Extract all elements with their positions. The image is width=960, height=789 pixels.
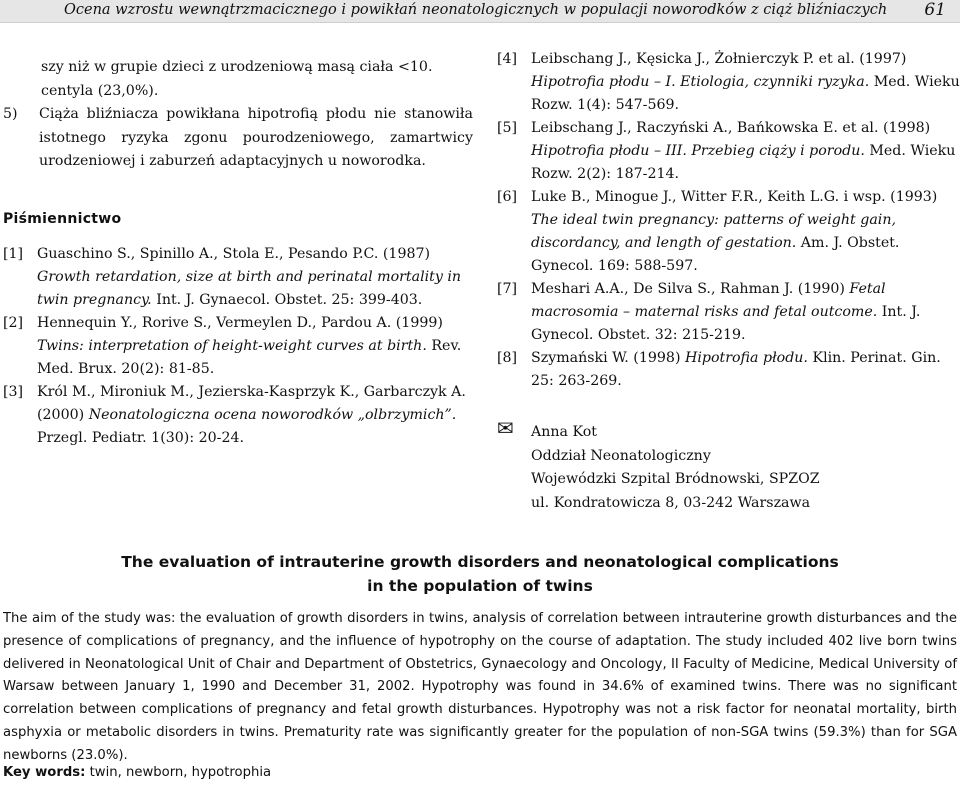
conclusion-item-5 bbox=[3, 103, 473, 174]
contact-hospital: Wojewódzki Szpital Bródnowski, SPZOZ bbox=[531, 471, 820, 487]
contact-unit: Oddział Neonatologiczny bbox=[531, 447, 711, 464]
running-header bbox=[0, 0, 960, 23]
reference-authors: Meshari A.A., De Silva S., Rahman J. (1990) bbox=[531, 281, 845, 297]
envelope-icon: ✉ bbox=[497, 416, 514, 440]
reference-text bbox=[531, 347, 960, 393]
left-column bbox=[3, 56, 473, 450]
reference-text bbox=[531, 48, 960, 117]
reference-number: [6] bbox=[497, 189, 518, 205]
reference-title: Twins: interpretation of height-weight curves at birth. bbox=[37, 338, 427, 354]
reference-authors: Hennequin Y., Rorive S., Vermeylen D., Pardou A. (1999) bbox=[37, 315, 443, 331]
bibliography-heading: Piśmiennictwo bbox=[3, 210, 122, 227]
reference-text bbox=[531, 278, 960, 347]
reference-text bbox=[531, 117, 960, 186]
running-title: Ocena wzrostu wewnątrzmacicznego i powikłań neonatologicznych w populacji noworodków z ciąż bliźniaczych bbox=[64, 2, 888, 18]
page-number: 61 bbox=[924, 0, 946, 20]
correspondence-block bbox=[497, 416, 960, 515]
reference-source: Int. J. Gynecol. Obstet. 32: 215-219. bbox=[531, 304, 921, 343]
reference-title: Neonatologiczna ocena noworodków „olbrzymich”. bbox=[88, 407, 457, 423]
english-title-line-1: The evaluation of intrauterine growth disorders and neonatological complications bbox=[121, 553, 839, 571]
reference-title: Hipotrofia płodu. bbox=[685, 350, 808, 366]
conclusion-number: 5) bbox=[3, 106, 18, 122]
contact-address: ul. Kondratowicza 8, 03-242 Warszawa bbox=[531, 494, 811, 511]
reference-item bbox=[497, 48, 960, 117]
reference-list-left bbox=[3, 243, 473, 450]
keywords bbox=[3, 765, 271, 780]
reference-number: [5] bbox=[497, 120, 518, 136]
reference-item bbox=[497, 278, 960, 347]
contact-name: Anna Kot bbox=[531, 424, 597, 440]
reference-number: [7] bbox=[497, 281, 518, 297]
reference-authors: Leibschang J., Raczyński A., Bańkowska E. et al. (1998) bbox=[531, 120, 931, 136]
reference-title: Hipotrofia płodu – I. Etiologia, czynniki ryzyka. bbox=[531, 74, 870, 90]
reference-list-right bbox=[497, 48, 960, 393]
reference-authors: Szymański W. (1998) bbox=[531, 350, 681, 366]
reference-source: Am. J. Obstet. Gynecol. 169: 588-597. bbox=[531, 235, 900, 274]
english-title-line-2: in the population of twins bbox=[367, 577, 593, 595]
reference-number: [8] bbox=[497, 350, 518, 366]
reference-source: Rev. Med. Brux. 20(2): 81-85. bbox=[37, 338, 462, 377]
reference-source: Med. Wieku Rozw. 1(4): 547-569. bbox=[531, 74, 960, 113]
keywords-label: Key words: bbox=[3, 765, 86, 780]
reference-number: [1] bbox=[3, 246, 24, 262]
continuation-line-1: szy niż w grupie dzieci z urodzeniową masą ciała <10. bbox=[41, 59, 433, 75]
reference-text bbox=[531, 186, 960, 278]
reference-title: Growth retardation, size at birth and perinatal mortality in twin pregnancy. bbox=[37, 269, 462, 308]
continuation-line-2: centyla (23,0%). bbox=[41, 82, 159, 99]
reference-item bbox=[3, 381, 473, 450]
reference-item bbox=[497, 347, 960, 393]
reference-source: Przegl. Pediatr. 1(30): 20-24. bbox=[37, 430, 245, 446]
reference-title: The ideal twin pregnancy: patterns of weight gain, discordancy, and length of gestation. bbox=[531, 212, 896, 251]
keywords-text: twin, newborn, hypotrophia bbox=[89, 765, 272, 780]
reference-item bbox=[3, 312, 473, 381]
reference-title: Hipotrofia płodu – III. Przebieg ciąży i porodu. bbox=[531, 143, 865, 159]
right-column bbox=[497, 48, 960, 515]
reference-number: [4] bbox=[497, 51, 518, 67]
reference-source: Med. Wieku Rozw. 2(2): 187-214. bbox=[531, 143, 956, 182]
reference-authors: Leibschang J., Kęsicka J., Żołnierczyk P. et al. (1997) bbox=[531, 51, 907, 67]
reference-number: [3] bbox=[3, 384, 24, 400]
reference-text bbox=[37, 312, 473, 381]
reference-authors: Król M., Mironiuk M., Jezierska-Kasprzyk K., Garbarczyk A. (2000) bbox=[37, 384, 466, 423]
reference-item bbox=[3, 243, 473, 312]
conclusion-text: Ciąża bliźniacza powikłana hipotrofią płodu nie stanowiła istotnego ryzyka zgonu pourodzeniowego, zamartwicy urodzeniowej i zaburzeń adaptacyjnych u noworodka. bbox=[39, 106, 473, 169]
reference-source: Klin. Perinat. Gin. 25: 263-269. bbox=[531, 350, 941, 389]
reference-title: Fetal macrosomia – maternal risks and fetal outcome. bbox=[531, 281, 886, 320]
reference-text bbox=[37, 243, 473, 312]
reference-item bbox=[497, 186, 960, 278]
reference-text bbox=[37, 381, 473, 450]
english-abstract: The aim of the study was: the evaluation of growth disorders in twins, analysis of correlation between intrauterine growth disturbances and the presence of complications of pregnancy, and the influence of hypotrophy on the course of adaptation. The study included 402 live born twins delivered in Neonatological Unit of Chair and Department of Obstetrics, Gynaecology and Oncology, II Faculty of Medicine, Medical University of Warsaw between January 1, 1990 and December 31, 2002. Hypotrophy was found in 34.6% of examined twins. There was no significant correlation between complications of pregnancy and fetal growth disturbances. Hypotrophy was not a risk factor for neonatal mortality, birth asphyxia or metabolic disorders in twins. Prematurity rate was significantly greater for the population of non-SGA twins (59.3%) than for SGA newborns (23.0%). bbox=[3, 611, 957, 763]
reference-authors: Guaschino S., Spinillo A., Stola E., Pesando P.C. (1987) bbox=[37, 246, 431, 262]
english-title bbox=[0, 550, 960, 598]
reference-source: Int. J. Gynaecol. Obstet. 25: 399-403. bbox=[156, 292, 423, 308]
reference-item bbox=[497, 117, 960, 186]
reference-number: [2] bbox=[3, 315, 24, 331]
reference-authors: Luke B., Minogue J., Witter F.R., Keith L.G. i wsp. (1993) bbox=[531, 189, 938, 205]
